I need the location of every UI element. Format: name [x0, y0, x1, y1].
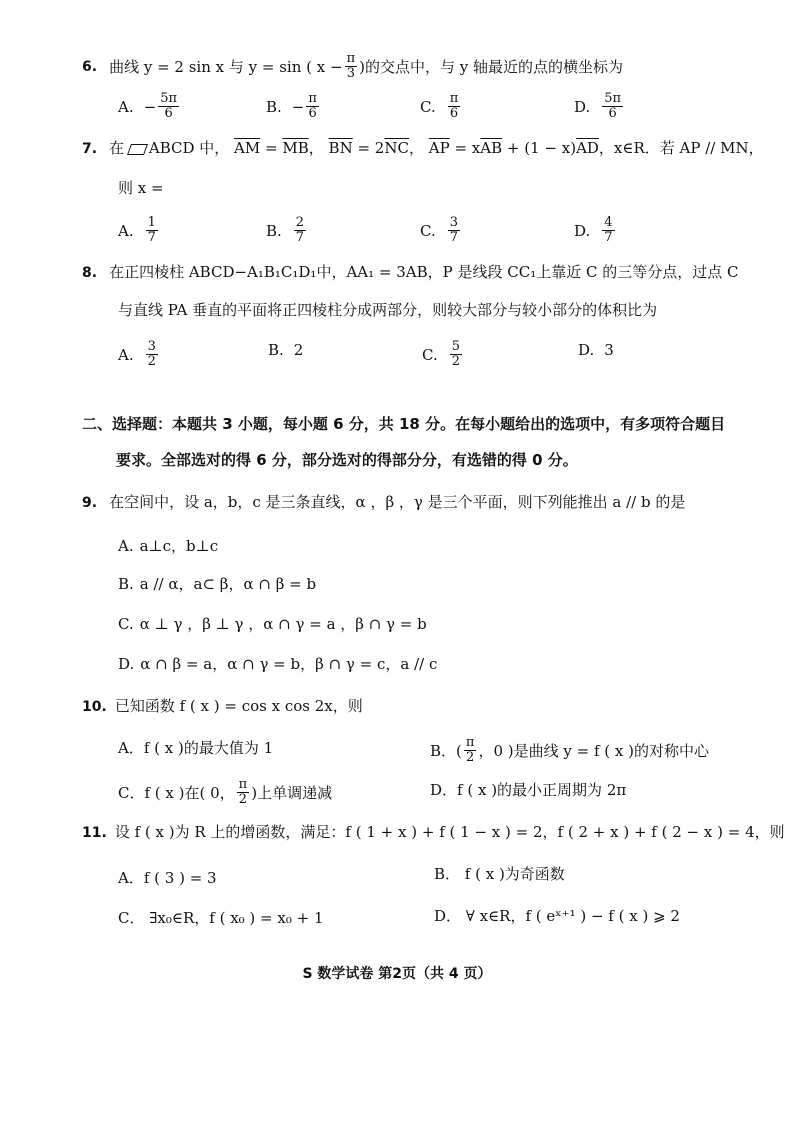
q8-option-b: B. 2	[268, 341, 304, 359]
q9-option-b: B. a // α，a⊂ β，α ∩ β = b	[118, 575, 317, 593]
q8-number: 8.	[82, 265, 98, 281]
q11-option-d: D． ∀ x∈R，f ( eˣ⁺¹ ) − f ( x ) ⩾ 2	[434, 907, 680, 925]
q7-option-b: B. $\frac{2}{7}$	[266, 215, 305, 245]
q9-stem: 9. 在空间中，设 a，b，c 是三条直线，α ，β ，γ 是三个平面，则下列能推出 a // b 的是	[82, 493, 686, 511]
q7-option-c: C. $\frac{3}{7}$	[420, 215, 458, 245]
q11-option-c: C． ∃x₀∈R，f ( x₀ ) = x₀ + 1	[118, 909, 324, 927]
q7-option-a: A. $\frac{1}{7}$	[118, 215, 156, 245]
q8-option-d: D. 3	[578, 341, 614, 359]
q7-number: 7.	[82, 141, 98, 157]
q8-stem: 8. 在正四棱柱 ABCD−A₁B₁C₁D₁中，AA₁ = 3AB，P 是线段 CC₁上靠近 C 的三等分点，过点 C	[82, 263, 739, 281]
q11-number: 11.	[82, 825, 107, 841]
q6-option-c: C. $\frac{\pi}{6}$	[420, 91, 459, 121]
q7-stem-line2: 则 x =	[118, 179, 164, 197]
q9-option-c: C. α ⊥ γ ，β ⊥ γ ，α ∩ γ = a ，β ∩ γ = b	[118, 615, 427, 633]
q10-option-a: A．f ( x )的最大值为 1	[118, 739, 274, 757]
q10-option-b: B．( $\frac{\pi}{2}$ ，0 )是曲线 y = f ( x )的对称中心	[430, 735, 709, 765]
q9-option-d: D. α ∩ β = a，α ∩ γ = b，β ∩ γ = c，a // c	[118, 655, 438, 673]
q10-stem: 10. 已知函数 f ( x ) = cos x cos 2x，则	[82, 697, 363, 715]
q10-option-d: D．f ( x )的最小正周期为 2π	[430, 781, 627, 799]
q8-stem-line2: 与直线 PA 垂直的平面将正四棱柱分成两部分，则较大部分与较小部分的体积比为	[118, 301, 658, 319]
q7-option-d: D. $\frac{4}{7}$	[574, 215, 613, 245]
q8-option-a: A. $\frac{3}{2}$	[118, 339, 156, 369]
q6-option-d: D. $\frac{5\pi}{6}$	[574, 91, 622, 121]
q6-text-pre: 曲线 y = 2 sin x 与 y = sin ( x −	[109, 57, 343, 76]
q11-option-b: B． f ( x )为奇函数	[434, 865, 565, 883]
page-footer: S 数学试卷 第2页（共 4 页）	[302, 966, 492, 982]
q7-stem: 7. 在 ABCD 中， $\overline{AM} = \overline{MB}$， $\overline{BN} = 2\overline{NC}$， $\overline{AP} = x\overline{AB} + (1 - x)\overline{AD}$，x∈R．若 AP // MN，	[82, 139, 764, 157]
q11-stem: 11. 设 f ( x )为 R 上的增函数，满足：f ( 1 + x ) + f ( 1 − x ) = 2，f ( 2 + x ) + f ( 2 − x ) = 4，则	[82, 823, 785, 841]
q6-option-a: A. − $\frac{5\pi}{6}$	[118, 91, 178, 121]
q6-stem	[82, 52, 623, 81]
q6-text-post: )的交点中，与 y 轴最近的点的横坐标为	[359, 57, 623, 76]
section2-heading-line2: 要求。全部选对的得 6 分，部分选对的得部分分，有选错的得 0 分。	[116, 451, 578, 469]
q6-number: 6.	[82, 58, 98, 75]
q9-number: 9.	[82, 495, 98, 511]
q10-option-c: C．f ( x )在( 0， $\frac{\pi}{2}$ )上单调递减	[118, 777, 333, 807]
section2-heading: 二、选择题：本题共 3 小题，每小题 6 分，共 18 分。在每小题给出的选项中，有多项符合题目	[82, 415, 726, 433]
parallelogram-icon	[127, 144, 148, 155]
q8-option-c: C. $\frac{5}{2}$	[422, 339, 460, 369]
q6-option-b: B. − $\frac{\pi}{6}$	[266, 91, 317, 121]
q11-option-a: A．f ( 3 ) = 3	[118, 869, 217, 887]
q9-option-a: A. a⊥c，b⊥c	[118, 537, 219, 555]
q6-fraction: $\frac{\pi}{3}$	[346, 51, 356, 81]
q10-number: 10.	[82, 699, 107, 715]
